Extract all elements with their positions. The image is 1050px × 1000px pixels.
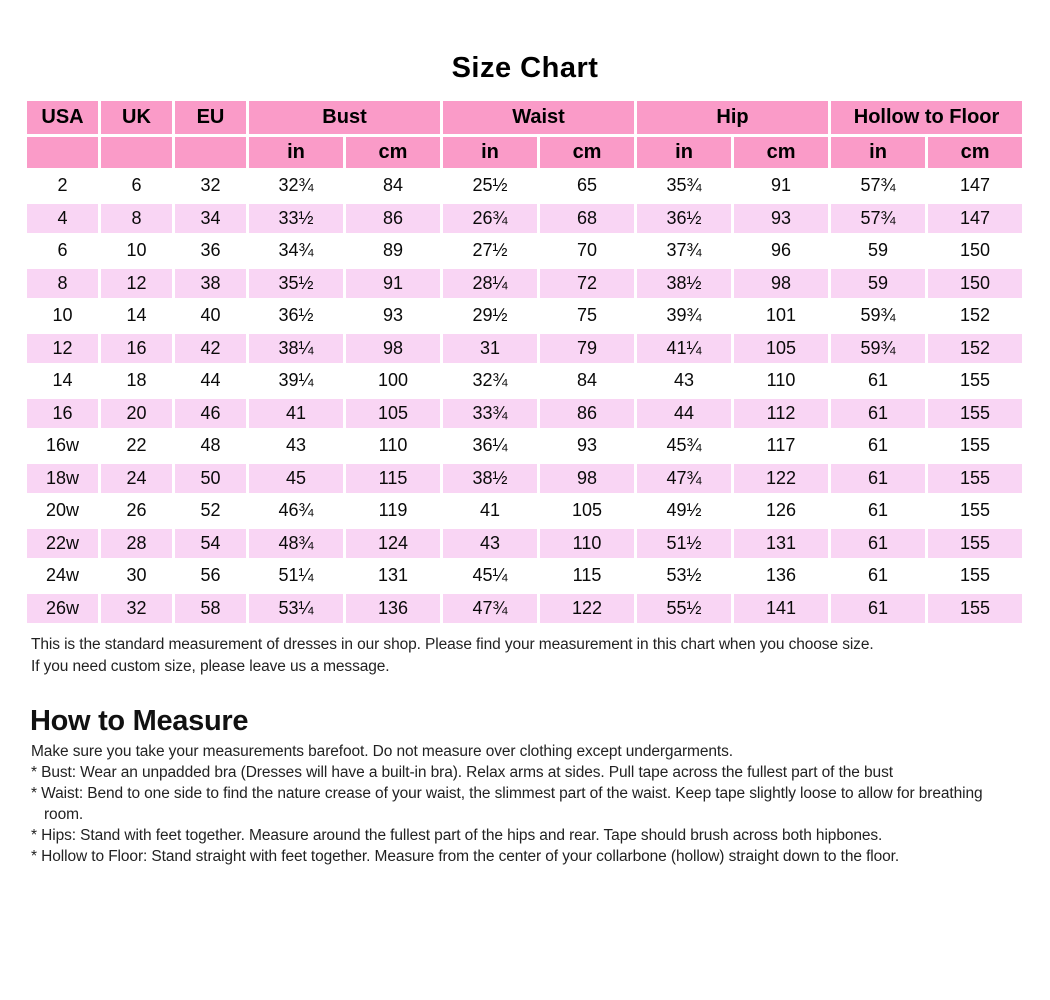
- table-cell: 55½: [637, 594, 731, 624]
- table-cell: 150: [928, 236, 1022, 266]
- table-cell: 105: [540, 496, 634, 526]
- unit-header-in-3: in: [249, 137, 343, 168]
- table-cell: 31: [443, 334, 537, 364]
- table-cell: 6: [27, 236, 98, 266]
- unit-header-empty-0: [27, 137, 98, 168]
- how-to-measure-heading: How to Measure: [30, 705, 249, 737]
- table-cell: 32¾: [443, 366, 537, 396]
- table-cell: 28¼: [443, 269, 537, 299]
- header-group-row: [27, 101, 1022, 134]
- table-cell: 44: [637, 399, 731, 429]
- table-cell: 36¼: [443, 431, 537, 461]
- table-cell: 155: [928, 529, 1022, 559]
- table-cell: 122: [734, 464, 828, 494]
- table-row-size-8: [27, 269, 1022, 299]
- table-cell: 110: [734, 366, 828, 396]
- table-cell: 155: [928, 464, 1022, 494]
- table-cell: 41: [443, 496, 537, 526]
- table-cell: 52: [175, 496, 246, 526]
- measure-item-hollow-to-floor: * Hollow to Floor: Stand straight with feet together. Measure from the center of your collarbone (hollow) straight down to the floor.: [31, 848, 900, 865]
- table-row-size-6: [27, 236, 1022, 266]
- table-row-size-14: [27, 366, 1022, 396]
- table-cell: 25½: [443, 171, 537, 201]
- table-row-size-12: [27, 334, 1022, 364]
- table-cell: 96: [734, 236, 828, 266]
- unit-header-cm-8: cm: [734, 137, 828, 168]
- table-cell: 91: [734, 171, 828, 201]
- table-cell: 110: [346, 431, 440, 461]
- table-cell: 20: [101, 399, 172, 429]
- table-cell: 16w: [27, 431, 98, 461]
- table-cell: 46: [175, 399, 246, 429]
- table-cell: 48¾: [249, 529, 343, 559]
- table-cell: 68: [540, 204, 634, 234]
- table-cell: 131: [734, 529, 828, 559]
- table-cell: 36½: [637, 204, 731, 234]
- table-cell: 93: [346, 301, 440, 331]
- table-cell: 57¾: [831, 204, 925, 234]
- table-row-size-2: [27, 171, 1022, 201]
- table-cell: 61: [831, 594, 925, 624]
- table-cell: 14: [101, 301, 172, 331]
- unit-header-in-5: in: [443, 137, 537, 168]
- column-header-hollow-to-floor: Hollow to Floor: [831, 101, 1022, 134]
- table-cell: 59: [831, 269, 925, 299]
- table-cell: 45: [249, 464, 343, 494]
- table-cell: 86: [540, 399, 634, 429]
- table-cell: 33½: [249, 204, 343, 234]
- column-header-bust: Bust: [249, 101, 440, 134]
- column-header-usa: USA: [27, 101, 98, 134]
- unit-header-cm-10: cm: [928, 137, 1022, 168]
- table-cell: 56: [175, 561, 246, 591]
- table-cell: 61: [831, 496, 925, 526]
- table-cell: 155: [928, 399, 1022, 429]
- table-row-size-26w: [27, 594, 1022, 624]
- unit-header-cm-6: cm: [540, 137, 634, 168]
- table-cell: 155: [928, 496, 1022, 526]
- table-row-size-22w: [27, 529, 1022, 559]
- table-cell: 44: [175, 366, 246, 396]
- table-cell: 51½: [637, 529, 731, 559]
- table-cell: 37¾: [637, 236, 731, 266]
- how-to-measure-body: [31, 741, 1023, 867]
- table-cell: 24: [101, 464, 172, 494]
- table-cell: 59: [831, 236, 925, 266]
- table-cell: 10: [27, 301, 98, 331]
- table-cell: 86: [346, 204, 440, 234]
- column-header-hip: Hip: [637, 101, 828, 134]
- table-cell: 84: [346, 171, 440, 201]
- table-cell: 45¼: [443, 561, 537, 591]
- table-cell: 152: [928, 334, 1022, 364]
- table-cell: 4: [27, 204, 98, 234]
- unit-header-cm-4: cm: [346, 137, 440, 168]
- table-cell: 131: [346, 561, 440, 591]
- table-cell: 61: [831, 561, 925, 591]
- table-cell: 141: [734, 594, 828, 624]
- table-cell: 22: [101, 431, 172, 461]
- table-cell: 12: [101, 269, 172, 299]
- table-cell: 2: [27, 171, 98, 201]
- table-cell: 49½: [637, 496, 731, 526]
- table-cell: 101: [734, 301, 828, 331]
- table-cell: 89: [346, 236, 440, 266]
- table-header: [27, 101, 1022, 168]
- table-cell: 28: [101, 529, 172, 559]
- table-cell: 115: [540, 561, 634, 591]
- table-cell: 65: [540, 171, 634, 201]
- table-cell: 38½: [637, 269, 731, 299]
- unit-header-in-9: in: [831, 137, 925, 168]
- table-cell: 98: [734, 269, 828, 299]
- table-cell: 136: [734, 561, 828, 591]
- table-cell: 12: [27, 334, 98, 364]
- column-header-eu: EU: [175, 101, 246, 134]
- table-row-size-18w: [27, 464, 1022, 494]
- table-cell: 48: [175, 431, 246, 461]
- table-cell: 43: [637, 366, 731, 396]
- table-cell: 61: [831, 366, 925, 396]
- table-cell: 93: [540, 431, 634, 461]
- table-cell: 50: [175, 464, 246, 494]
- table-cell: 47¾: [637, 464, 731, 494]
- measure-item-bust: * Bust: Wear an unpadded bra (Dresses will have a built-in bra). Relax arms at sides. Pull tape across the fullest part of the bust: [31, 764, 893, 781]
- unit-header-empty-2: [175, 137, 246, 168]
- table-cell: 18: [101, 366, 172, 396]
- table-cell: 122: [540, 594, 634, 624]
- measure-item-hips: * Hips: Stand with feet together. Measure around the fullest part of the hips and rear. Tape should brush across both hipbones.: [31, 827, 883, 844]
- table-cell: 34¾: [249, 236, 343, 266]
- header-unit-row: [27, 137, 1022, 168]
- table-cell: 36: [175, 236, 246, 266]
- table-cell: 72: [540, 269, 634, 299]
- table-cell: 26¾: [443, 204, 537, 234]
- table-cell: 42: [175, 334, 246, 364]
- table-cell: 75: [540, 301, 634, 331]
- table-cell: 51¼: [249, 561, 343, 591]
- table-cell: 29½: [443, 301, 537, 331]
- table-cell: 39¾: [637, 301, 731, 331]
- table-cell: 84: [540, 366, 634, 396]
- table-cell: 10: [101, 236, 172, 266]
- table-cell: 46¾: [249, 496, 343, 526]
- table-cell: 36½: [249, 301, 343, 331]
- table-cell: 61: [831, 529, 925, 559]
- table-cell: 33¾: [443, 399, 537, 429]
- table-cell: 41: [249, 399, 343, 429]
- table-cell: 16: [27, 399, 98, 429]
- table-cell: 38¼: [249, 334, 343, 364]
- measure-intro: Make sure you take your measurements barefoot. Do not measure over clothing except undergarments.: [31, 743, 733, 760]
- table-cell: 110: [540, 529, 634, 559]
- table-cell: 45¾: [637, 431, 731, 461]
- table-cell: 155: [928, 366, 1022, 396]
- unit-header-in-7: in: [637, 137, 731, 168]
- page-title: Size Chart: [451, 52, 599, 84]
- table-cell: 105: [346, 399, 440, 429]
- table-cell: 22w: [27, 529, 98, 559]
- table-row-size-24w: [27, 561, 1022, 591]
- table-row-size-10: [27, 301, 1022, 331]
- table-row-size-20w: [27, 496, 1022, 526]
- table-cell: 32: [175, 171, 246, 201]
- table-cell: 155: [928, 594, 1022, 624]
- table-cell: 35¾: [637, 171, 731, 201]
- table-cell: 98: [346, 334, 440, 364]
- table-cell: 70: [540, 236, 634, 266]
- table-cell: 58: [175, 594, 246, 624]
- table-cell: 105: [734, 334, 828, 364]
- table-cell: 150: [928, 269, 1022, 299]
- table-cell: 124: [346, 529, 440, 559]
- table-cell: 57¾: [831, 171, 925, 201]
- table-body: [27, 171, 1022, 623]
- table-cell: 93: [734, 204, 828, 234]
- note-line: If you need custom size, please leave us a message.: [31, 658, 390, 675]
- table-cell: 47¾: [443, 594, 537, 624]
- table-row-size-4: [27, 204, 1022, 234]
- standard-measurement-notes: [31, 634, 1050, 678]
- table-cell: 61: [831, 464, 925, 494]
- table-cell: 155: [928, 431, 1022, 461]
- table-cell: 115: [346, 464, 440, 494]
- table-cell: 91: [346, 269, 440, 299]
- size-chart-table: [24, 98, 1025, 626]
- table-cell: 54: [175, 529, 246, 559]
- table-cell: 6: [101, 171, 172, 201]
- table-cell: 98: [540, 464, 634, 494]
- column-header-waist: Waist: [443, 101, 634, 134]
- table-cell: 117: [734, 431, 828, 461]
- table-cell: 61: [831, 399, 925, 429]
- table-cell: 14: [27, 366, 98, 396]
- table-cell: 41¼: [637, 334, 731, 364]
- table-row-size-16w: [27, 431, 1022, 461]
- table-cell: 18w: [27, 464, 98, 494]
- table-cell: 53½: [637, 561, 731, 591]
- table-cell: 38½: [443, 464, 537, 494]
- table-cell: 32¾: [249, 171, 343, 201]
- table-cell: 38: [175, 269, 246, 299]
- table-cell: 43: [443, 529, 537, 559]
- note-line: This is the standard measurement of dresses in our shop. Please find your measurement in this chart when you choose size.: [31, 636, 874, 653]
- table-cell: 30: [101, 561, 172, 591]
- table-cell: 27½: [443, 236, 537, 266]
- table-cell: 34: [175, 204, 246, 234]
- table-cell: 59¾: [831, 301, 925, 331]
- table-cell: 79: [540, 334, 634, 364]
- table-cell: 119: [346, 496, 440, 526]
- table-cell: 8: [101, 204, 172, 234]
- table-cell: 8: [27, 269, 98, 299]
- table-cell: 147: [928, 171, 1022, 201]
- table-cell: 39¼: [249, 366, 343, 396]
- column-header-uk: UK: [101, 101, 172, 134]
- table-cell: 24w: [27, 561, 98, 591]
- table-cell: 40: [175, 301, 246, 331]
- table-cell: 26: [101, 496, 172, 526]
- table-cell: 53¼: [249, 594, 343, 624]
- table-cell: 16: [101, 334, 172, 364]
- table-cell: 43: [249, 431, 343, 461]
- table-cell: 136: [346, 594, 440, 624]
- table-cell: 32: [101, 594, 172, 624]
- table-cell: 61: [831, 431, 925, 461]
- table-cell: 100: [346, 366, 440, 396]
- table-cell: 59¾: [831, 334, 925, 364]
- table-cell: 147: [928, 204, 1022, 234]
- table-cell: 126: [734, 496, 828, 526]
- table-cell: 26w: [27, 594, 98, 624]
- table-cell: 35½: [249, 269, 343, 299]
- unit-header-empty-1: [101, 137, 172, 168]
- table-cell: 155: [928, 561, 1022, 591]
- table-cell: 152: [928, 301, 1022, 331]
- measure-item-waist: * Waist: Bend to one side to find the nature crease of your waist, the slimmest part of the waist. Keep tape slightly loose to allow for breathing room.: [31, 785, 983, 823]
- table-cell: 20w: [27, 496, 98, 526]
- table-cell: 112: [734, 399, 828, 429]
- table-row-size-16: [27, 399, 1022, 429]
